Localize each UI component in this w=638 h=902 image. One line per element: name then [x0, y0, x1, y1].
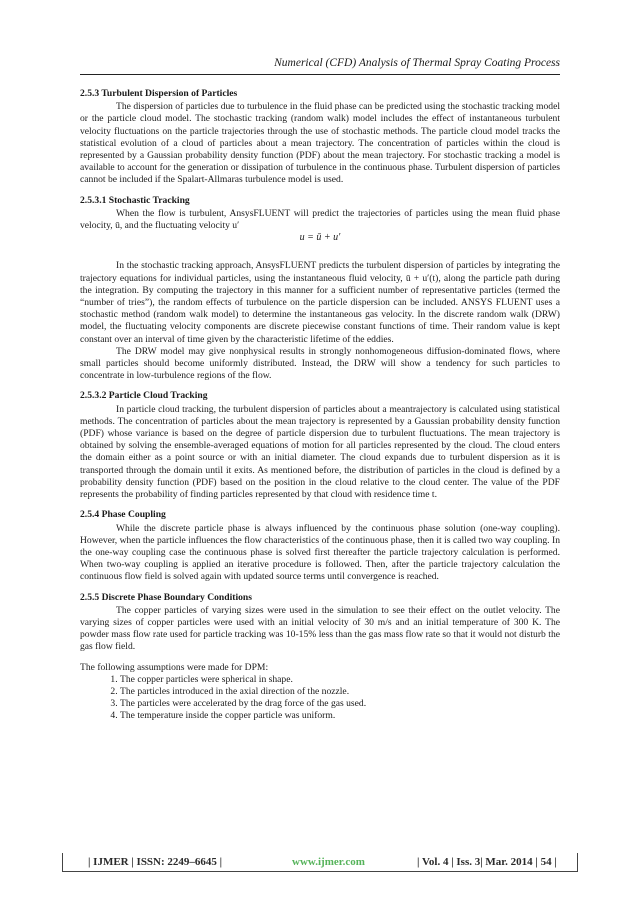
- journal-info: | IJMER | ISSN: 2249–6645 |: [88, 856, 223, 868]
- section-heading-2-5-3-1: 2.5.3.1 Stochastic Tracking: [80, 194, 190, 206]
- section-heading-2-5-4: 2.5.4 Phase Coupling: [80, 509, 166, 521]
- paragraph: In the stochastic tracking approach, AnsysFLUENT predicts the turbulent dispersion of particles by integrating the trajectory equations for individual particles, using the instantaneous fluid velocity, ū + u′(t), along the particle path during the integration. By computing the trajectory in this manner for a sufficient number of representative particles (termed the “number of tries”), the random effects of turbulence on the particle dispersion can be included. ANSYS FLUENT uses a stochastic method (random walk model) to determine the instantaneous gas velocity. In the discrete random walk (DRW) model, the fluctuating velocity components are discrete piecewise constant functions of time. Their random value is kept constant over an interval of time given by the characteristic lifetime of the eddies.: [80, 260, 560, 345]
- section-heading-2-5-3: 2.5.3 Turbulent Dispersion of Particles: [80, 88, 238, 99]
- list-item: 1. The copper particles were spherical in shape.: [120, 674, 560, 686]
- page-footer: [62, 856, 576, 870]
- body-content: [80, 84, 560, 723]
- section-heading-2-5-5: 2.5.5 Discrete Phase Boundary Conditions: [80, 591, 252, 603]
- issue-info: | Vol. 4 | Iss. 3| Mar. 2014 | 54 |: [417, 856, 557, 868]
- assumptions-intro: The following assumptions were made for DPM:: [80, 661, 269, 673]
- paragraph: While the discrete particle phase is always influenced by the continuous phase solution (one-way coupling). However, when the particle influences the flow characteristics of the continuous phase, then it is called two way coupling. In the one-way coupling case the continuous phase is solved first thereafter the particle trajectory calculation is performed. When two-way coupling is applied an iterative procedure is followed. Then, after the particle trajectory calculation the continuous flow field is solved again with updated source terms until convergence is reached.: [80, 522, 560, 583]
- header-rule: [80, 74, 560, 75]
- paragraph: In particle cloud tracking, the turbulent dispersion of particles about a meantrajectory is calculated using statistical methods. The concentration of particles about the mean trajectory is represented by a Gaussian probability density function (PDF) whose variance is based on the degree of particle dispersion due to turbulent fluctuations. The mean trajectory is obtained by solving the ensemble-averaged equations of motion for all particles represented by the cloud. The cloud enters the domain either as a point source or with an initial diameter. The cloud expands due to turbulent dispersion as it is transported through the domain until it exits. As mentioned before, the distribution of particles in the cloud is defined by a probability density function (PDF) based on the position in the cloud relative to the cloud center. The value of the PDF represents the probability of finding particles represented by that cloud with residence time t.: [80, 403, 560, 501]
- list-item: 2. The particles introduced in the axial direction of the nozzle.: [120, 686, 560, 698]
- velocity-equation: u = ū + u′: [299, 232, 341, 244]
- paragraph: When the flow is turbulent, AnsysFLUENT will predict the trajectories of particles using the mean fluid phase velocity, ū, and the fluctuating velocity u′: [80, 207, 560, 232]
- paragraph: The DRW model may give nonphysical results in strongly nonhomogeneous diffusion-dominated flows, where small particles should become uniformly distributed. Instead, the DRW will show a tendency for such particles to concentrate in low-turbulence regions of the flow.: [80, 345, 560, 382]
- section-heading-2-5-3-2: 2.5.3.2 Particle Cloud Tracking: [80, 390, 208, 402]
- paragraph: The dispersion of particles due to turbulence in the fluid phase can be predicted using the stochastic tracking model or the particle cloud model. The stochastic tracking (random walk) model includes the effect of instantaneous turbulent velocity fluctuations on the particle trajectories through the use of stochastic methods. The particle cloud model tracks the statistical evolution of a cloud of particles about a mean trajectory. The concentration of particles within the cloud is represented by a Gaussian probability density function (PDF) about the mean trajectory. For stochastic tracking a model is available to account for the generation or dissipation of turbulence in the continuous phase. Turbulent dispersion of particles cannot be included if the Spalart-Allmaras turbulence model is used.: [80, 101, 560, 186]
- assumptions-list: [80, 674, 560, 723]
- paragraph: The copper particles of varying sizes were used in the simulation to see their effect on the outlet velocity. The varying sizes of copper particles were used with an initial velocity of 30 m/s and an initial temperature of 300 K. The powder mass flow rate used for particle tracking was 10-15% less than the gas mass flow rate so that it would not disturb the gas flow field.: [80, 604, 560, 653]
- running-title: Numerical (CFD) Analysis of Thermal Spray Coating Process: [274, 57, 560, 69]
- website-link[interactable]: www.ijmer.com: [292, 856, 365, 868]
- list-item: 3. The particles were accelerated by the drag force of the gas used.: [120, 698, 560, 710]
- list-item: 4. The temperature inside the copper particle was uniform.: [120, 710, 560, 722]
